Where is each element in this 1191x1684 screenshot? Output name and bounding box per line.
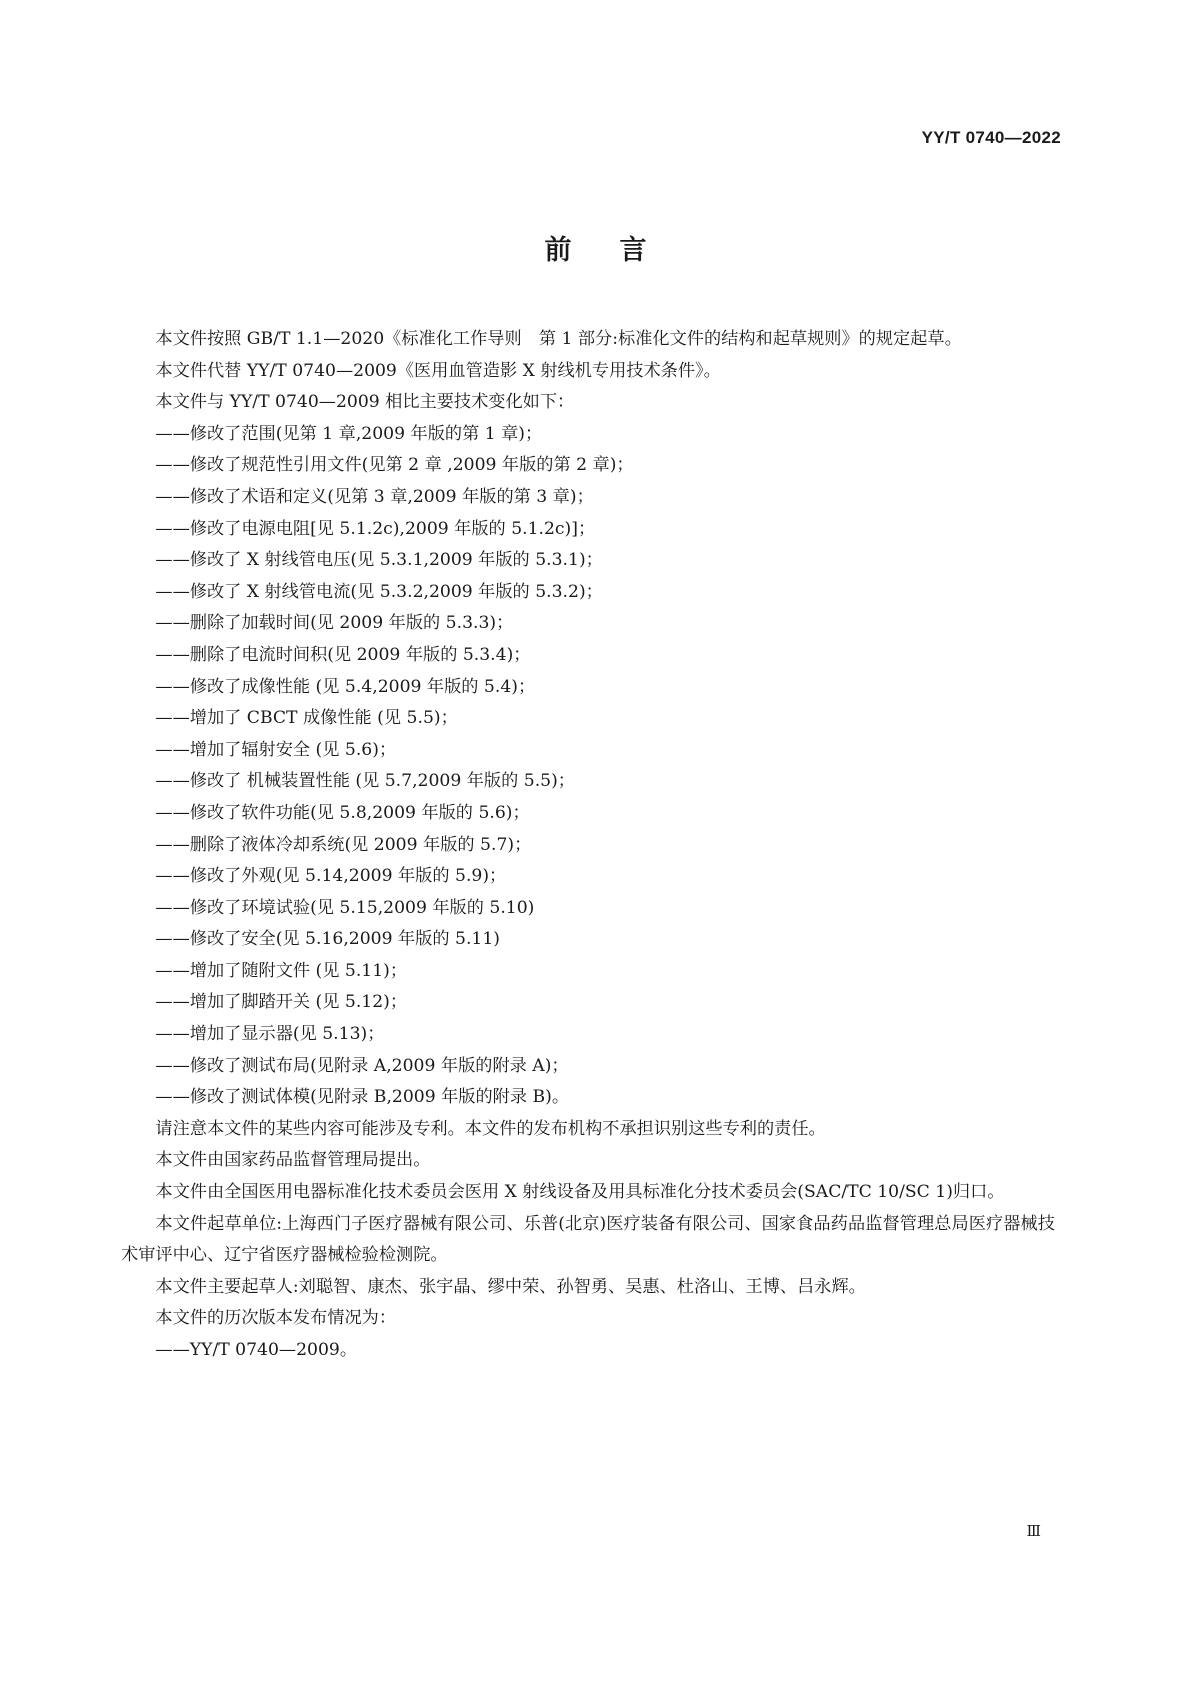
intro-paragraph: 本文件代替 YY/T 0740—2009《医用血管造影 X 射线机专用技术条件》。: [155, 360, 721, 381]
change-item: ——删除了液体冷却系统(见 2009 年版的 5.7)；: [155, 834, 532, 855]
change-item: ——修改了外观(见 5.14,2009 年版的 5.9)；: [155, 866, 507, 887]
change-item: ——增加了显示器(见 5.13)；: [155, 1024, 385, 1045]
section-title: 前言: [544, 235, 695, 266]
page-number: Ⅲ: [1026, 1522, 1041, 1540]
change-item: ——修改了测试布局(见附录 A,2009 年版的附录 A)；: [155, 1055, 569, 1076]
change-item: ——修改了 X 射线管电流(见 5.3.2,2009 年版的 5.3.2)；: [155, 581, 603, 602]
closing-paragraph: 本文件主要起草人:刘聪智、康杰、张宇晶、缪中荣、孙智勇、吴惠、杜洛山、王博、吕永辉。: [155, 1276, 866, 1297]
change-item: ——修改了电源电阻[见 5.1.2c),2009 年版的 5.1.2c)]；: [155, 518, 596, 539]
change-item: ——删除了加载时间(见 2009 年版的 5.3.3)；: [155, 613, 514, 634]
change-item: ——增加了随附文件 (见 5.11)；: [155, 960, 408, 981]
change-item: ——增加了脚踏开关 (见 5.12)；: [155, 992, 408, 1013]
intro-paragraph: 本文件与 YY/T 0740—2009 相比主要技术变化如下：: [155, 392, 575, 413]
foreword-body: [121, 324, 1055, 1367]
closing-paragraph: 本文件由国家药品监督管理局提出。: [155, 1150, 431, 1171]
change-item: ——修改了成像性能 (见 5.4,2009 年版的 5.4)；: [155, 676, 536, 697]
change-item: ——修改了 机械装置性能 (见 5.7,2009 年版的 5.5)；: [155, 771, 575, 792]
change-item: ——修改了术语和定义(见第 3 章,2009 年版的第 3 章)；: [155, 486, 594, 507]
change-item: ——修改了环境试验(见 5.15,2009 年版的 5.10): [155, 897, 535, 918]
change-item: ——修改了 X 射线管电压(见 5.3.1,2009 年版的 5.3.1)；: [155, 550, 603, 571]
change-item: ——增加了辐射安全 (见 5.6)；: [155, 739, 397, 760]
change-list: [121, 419, 1055, 1114]
closing-paragraph: 本文件起草单位:上海西门子医疗器械有限公司、乐普(北京)医疗装备有限公司、国家食品药品监督管理总局医疗器械技术审评中心、辽宁省医疗器械检验检测院。: [121, 1213, 1055, 1266]
change-item: ——增加了 CBCT 成像性能 (见 5.5)；: [155, 708, 458, 729]
change-item: ——修改了软件功能(见 5.8,2009 年版的 5.6)；: [155, 802, 530, 823]
document-code: YY/T 0740—2022: [921, 128, 1061, 147]
change-item: ——修改了测试体模(见附录 B,2009 年版的附录 B)。: [155, 1087, 570, 1108]
change-item: ——修改了规范性引用文件(见第 2 章 ,2009 年版的第 2 章)；: [155, 455, 634, 476]
change-item: ——修改了范围(见第 1 章,2009 年版的第 1 章)；: [155, 423, 543, 444]
change-item: ——修改了安全(见 5.16,2009 年版的 5.11): [155, 929, 500, 950]
closing-paragraph: 本文件由全国医用电器标准化技术委员会医用 X 射线设备及用具标准化分技术委员会(SAC/TC 10/SC 1)归口。: [155, 1182, 1005, 1203]
intro-paragraph: 本文件按照 GB/T 1.1—2020《标准化工作导则 第 1 部分:标准化文件的结构和起草规则》的规定起草。: [155, 329, 962, 349]
change-item: ——删除了电流时间积(见 2009 年版的 5.3.4)；: [155, 644, 531, 665]
closing-paragraph: 本文件的历次版本发布情况为：: [155, 1308, 397, 1329]
history-item: ——YY/T 0740—2009。: [155, 1340, 358, 1360]
closing-paragraph: 请注意本文件的某些内容可能涉及专利。本文件的发布机构不承担识别这些专利的责任。: [155, 1118, 826, 1139]
